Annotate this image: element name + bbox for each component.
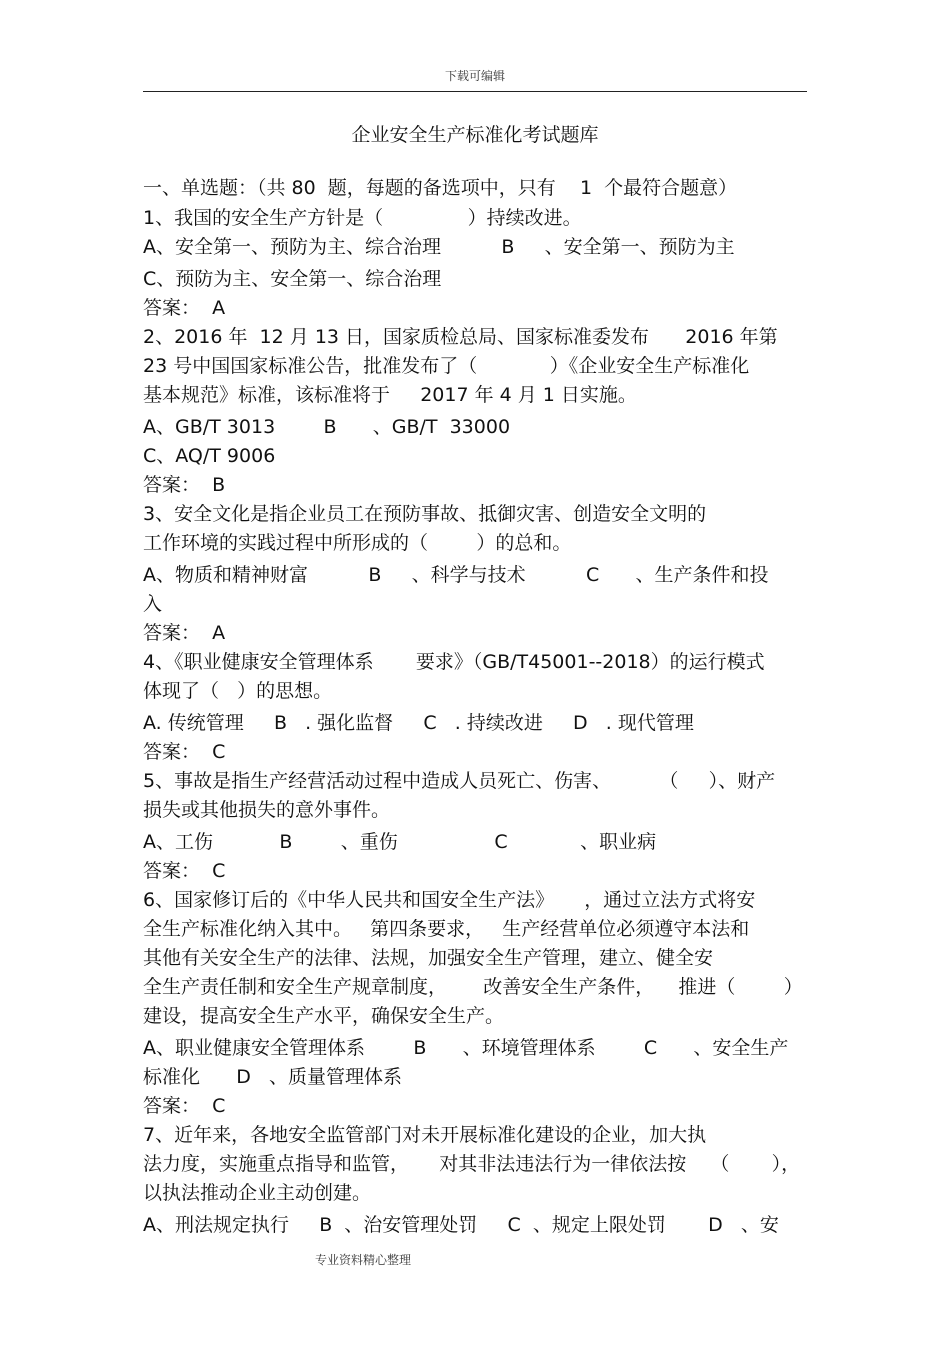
text-line: 6、国家修订后的《中华人民共和国安全生产法》 ，通过立法方式将安 bbox=[143, 889, 756, 911]
text-line: 标准化 D 、质量管理体系 bbox=[143, 1066, 402, 1088]
text-line: 工作环境的实践过程中所形成的（ ）的总和。 bbox=[143, 532, 572, 554]
document-title: 企业安全生产标准化考试题库 bbox=[351, 124, 599, 146]
page-header: 下载可编辑 bbox=[444, 69, 505, 83]
header-divider bbox=[143, 91, 807, 92]
section-heading: 一、单选题：（共 80 题，每题的备选项中，只有 1 个最符合题意） bbox=[143, 177, 738, 199]
text-line: A、工伤 B 、重伤 C 、职业病 bbox=[143, 831, 657, 853]
answer-line: 答案： B bbox=[143, 474, 226, 496]
text-line: 5、事故是指生产经营活动过程中造成人员死亡、伤害、 （ ）、财产 bbox=[143, 770, 776, 792]
text-line: 损失或其他损失的意外事件。 bbox=[143, 799, 391, 821]
text-line: A、GB/T 3013 B 、GB/T 33000 bbox=[143, 416, 511, 438]
text-line: 其他有关安全生产的法律、法规，加强安全生产管理，建立、健全安 bbox=[143, 947, 714, 969]
text-line: 体现了（ ）的思想。 bbox=[143, 680, 333, 702]
text-line: A、物质和精神财富 B 、科学与技术 C 、生产条件和投 bbox=[143, 564, 769, 586]
answer-line: 答案： A bbox=[143, 622, 226, 644]
answer-line: 答案： C bbox=[143, 1095, 226, 1117]
text-line: 23 号中国国家标准公告，批准发布了（ ）《企业安全生产标准化 bbox=[143, 355, 750, 377]
answer-line: 答案： C bbox=[143, 860, 226, 882]
answer-line: 答案： A bbox=[143, 297, 226, 319]
text-line: 3、安全文化是指企业员工在预防事故、抵御灾害、创造安全文明的 bbox=[143, 503, 707, 525]
text-line: 基本规范》标准，该标准将于 2017 年 4 月 1 日实施。 bbox=[143, 384, 637, 406]
page-footer: 专业资料精心整理 bbox=[315, 1253, 412, 1267]
question-list bbox=[143, 173, 811, 1240]
text-line: 以执法推动企业主动创建。 bbox=[143, 1182, 372, 1204]
answer-line: 答案： C bbox=[143, 741, 226, 763]
text-line: 建设，提高安全生产水平，确保安全生产。 bbox=[143, 1005, 505, 1027]
text-line: 全生产标准化纳入其中。 第四条要求， 生产经营单位必须遵守本法和 bbox=[143, 918, 750, 940]
text-line: C、AQ/T 9006 bbox=[143, 445, 276, 467]
text-line: C、预防为主、安全第一、综合治理 bbox=[143, 268, 442, 290]
text-line: 1、我国的安全生产方针是（ ）持续改进。 bbox=[143, 207, 582, 229]
text-line: 7、近年来，各地安全监管部门对未开展标准化建设的企业，加大执 bbox=[143, 1124, 707, 1146]
text-line: A、刑法规定执行 B 、治安管理处罚 C 、规定上限处罚 D 、安 bbox=[143, 1214, 779, 1236]
text-line: 全生产责任制和安全生产规章制度， 改善安全生产条件， 推进（ ） bbox=[143, 976, 803, 998]
text-line: 入 bbox=[143, 593, 163, 615]
text-line: 法力度，实施重点指导和监管， 对其非法违法行为一律依法按 （ ）， bbox=[143, 1153, 801, 1175]
text-line: A、职业健康安全管理体系 B 、环境管理体系 C 、安全生产 bbox=[143, 1037, 789, 1059]
text-line: 2、2016 年 12 月 13 日，国家质检总局、国家标准委发布 2016 年第 bbox=[143, 326, 778, 348]
text-line: A. 传统管理 B . 强化监督 C . 持续改进 D . 现代管理 bbox=[143, 712, 694, 734]
text-line: 4、《职业健康安全管理体系 要求》（GB/T45001--2018）的运行模式 bbox=[143, 651, 765, 673]
text-line: A、安全第一、预防为主、综合治理 B 、安全第一、预防为主 bbox=[143, 236, 735, 258]
